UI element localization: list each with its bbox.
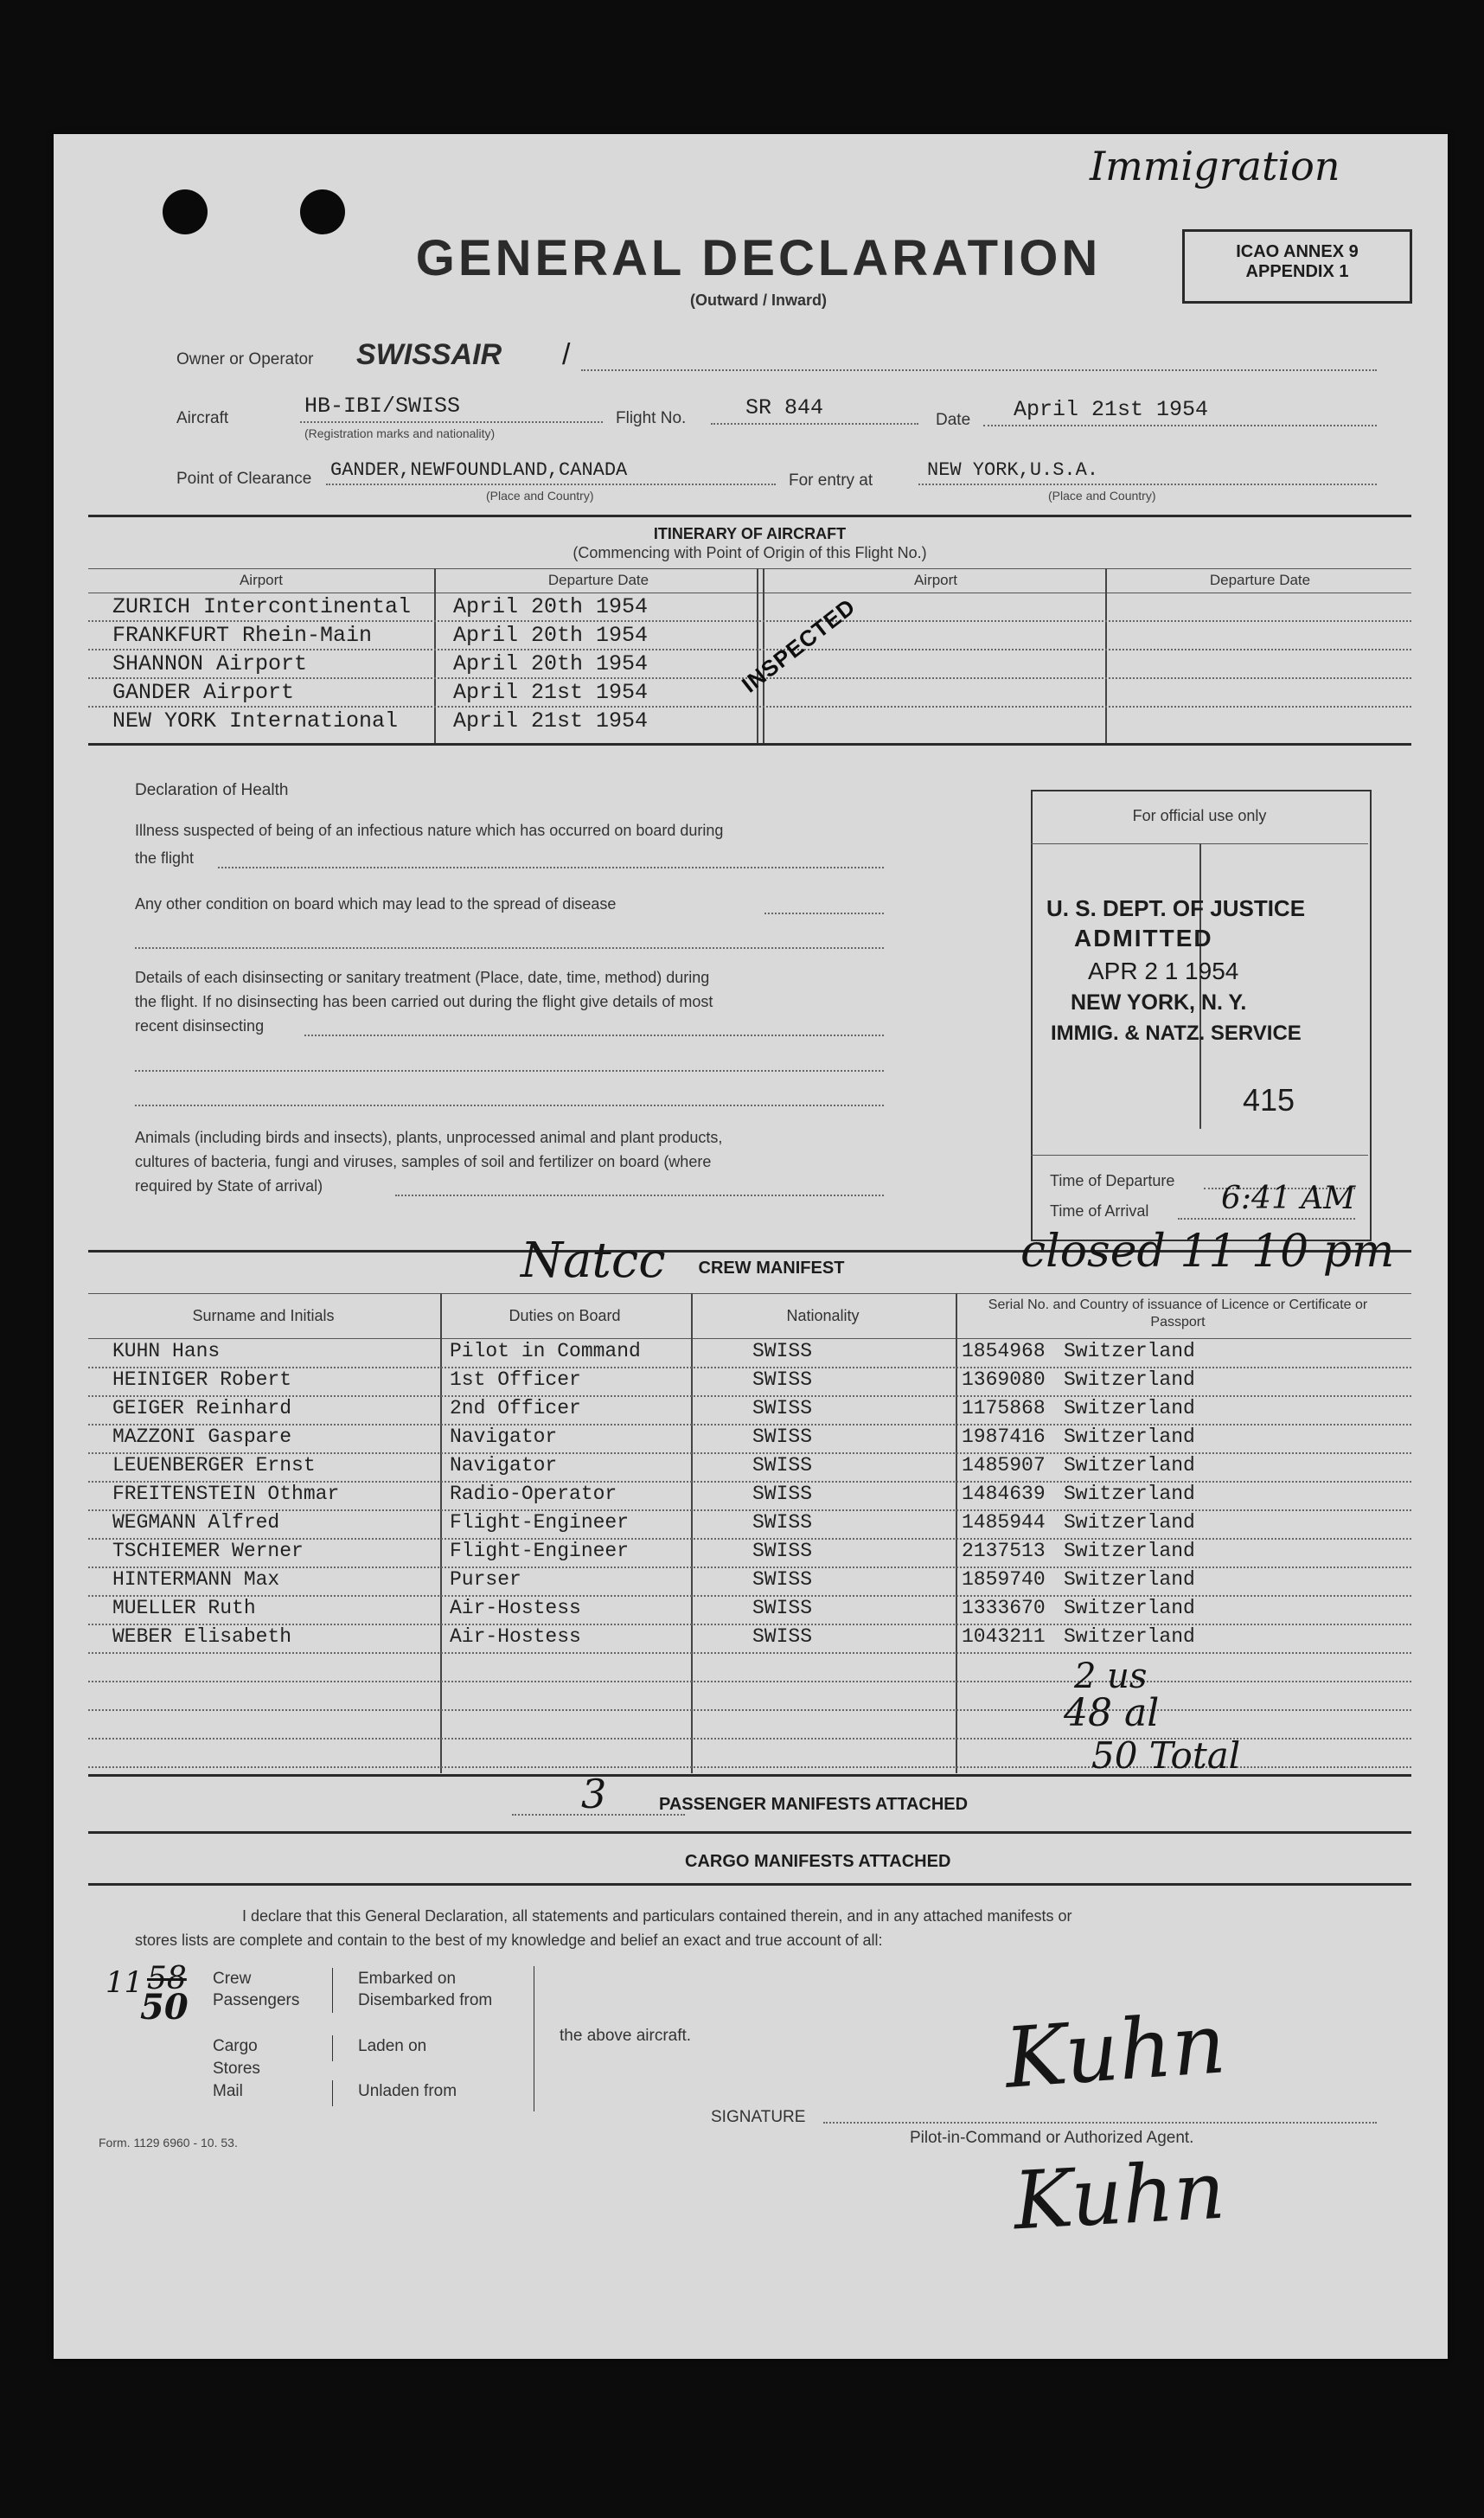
aircraft-line <box>300 421 603 423</box>
crew-name: WEBER Elisabeth <box>112 1625 292 1648</box>
crew-name: HEINIGER Robert <box>112 1368 292 1391</box>
crew-serial: 1859740 <box>962 1568 1046 1591</box>
crew-country: Switzerland <box>1064 1511 1195 1534</box>
health-q3-answer <box>304 1035 884 1036</box>
crew-col-divider-1 <box>440 1293 442 1773</box>
crew-name: TSCHIEMER Werner <box>112 1540 304 1562</box>
date-value: April 21st 1954 <box>1014 397 1209 422</box>
crew-duty: 1st Officer <box>450 1368 581 1391</box>
crew-col-divider-3 <box>956 1293 957 1773</box>
crew-duty: Air-Hostess <box>450 1625 581 1648</box>
manifests-rule <box>88 1831 1411 1834</box>
crew-duty: Flight-Engineer <box>450 1540 630 1562</box>
crew-nationality: SWISS <box>752 1454 813 1477</box>
clearance-label: Point of Clearance <box>176 470 312 488</box>
items-brace-2 <box>332 2035 333 2061</box>
crew-bottom-rule <box>88 1774 1411 1777</box>
aircraft-note: (Registration marks and nationality) <box>304 426 496 440</box>
crew-name: WEGMANN Alfred <box>112 1511 280 1534</box>
item-embarked: Embarked on <box>358 1970 457 1988</box>
annex-line-2: APPENDIX 1 <box>1245 262 1349 281</box>
crew-title: CREW MANIFEST <box>698 1259 845 1278</box>
crew-header-serial: Serial No. and Country of issuance of Licence or Certificate or Passport <box>988 1297 1368 1329</box>
crew-row-rule <box>88 1624 1411 1625</box>
health-q2: Any other condition on board which may lead to the spread of disease <box>135 895 617 913</box>
itinerary-date-2: April 20th 1954 <box>453 623 649 648</box>
signature-role: Pilot-in-Command or Authorized Agent. <box>910 2129 1194 2147</box>
stamp-city: NEW YORK, N. Y. <box>1071 990 1247 1015</box>
crew-row-rule <box>88 1652 1411 1654</box>
declaration-text-2: stores lists are complete and contain to the best of my knowledge and belief an exact and true account of all: <box>135 1932 883 1949</box>
owner-value: SWISSAIR <box>356 338 502 371</box>
crew-country: Switzerland <box>1064 1540 1195 1562</box>
above-aircraft: the above aircraft. <box>560 2027 692 2045</box>
itinerary-header-top <box>88 568 1411 569</box>
crew-name: MUELLER Ruth <box>112 1597 256 1619</box>
health-q3-line3: recent disinsecting <box>135 1017 265 1035</box>
arrival-time-label: Time of Arrival <box>1050 1202 1149 1220</box>
crew-handnote-left: Natcc <box>521 1233 666 1289</box>
items-brace-1 <box>332 1968 333 2013</box>
health-q3-line2: the flight. If no disinsecting has been carried out during the flight give details of most <box>135 993 713 1010</box>
stamp-dept: U. S. DEPT. OF JUSTICE <box>1046 895 1306 921</box>
owner-label: Owner or Operator <box>176 350 314 368</box>
health-title: Declaration of Health <box>135 781 289 799</box>
crew-count: 11 <box>106 1965 144 2000</box>
crew-row-rule <box>88 1538 1411 1540</box>
crew-country: Switzerland <box>1064 1625 1195 1648</box>
crew-serial: 1369080 <box>962 1368 1046 1391</box>
itinerary-col-divider-1 <box>434 568 436 743</box>
item-laden: Laden on <box>358 2037 427 2055</box>
entry-note: (Place and Country) <box>1048 489 1156 503</box>
crew-name: MAZZONI Gaspare <box>112 1426 292 1448</box>
health-q1-answer <box>218 867 884 868</box>
health-q2-answer-2 <box>135 947 884 949</box>
inspected-stamp: INSPECTED <box>737 593 860 698</box>
crew-row-rule <box>88 1509 1411 1511</box>
itinerary-date-1: April 20th 1954 <box>453 594 649 619</box>
health-q4-line2: cultures of bacteria, fungi and viruses, samples of soil and fertilizer on board (where <box>135 1153 712 1170</box>
itinerary-airport-3: SHANNON Airport <box>112 651 308 676</box>
page-subtitle: (Outward / Inward) <box>689 292 827 309</box>
crew-row-rule <box>88 1395 1411 1397</box>
punch-hole-right <box>300 189 345 234</box>
crew-col-divider-2 <box>691 1293 693 1773</box>
crew-nationality: SWISS <box>752 1340 813 1362</box>
health-q2-answer <box>764 913 884 914</box>
flight-line <box>711 423 918 425</box>
itinerary-rule-4 <box>88 706 1411 708</box>
crew-nationality: SWISS <box>752 1368 813 1391</box>
crew-duty: Air-Hostess <box>450 1597 581 1619</box>
annex-line-1: ICAO ANNEX 9 <box>1236 242 1359 261</box>
declaration-text-1: I declare that this General Declaration, all statements and particulars contained therein, and in any attached manifests or <box>242 1907 1072 1925</box>
crew-country: Switzerland <box>1064 1597 1195 1619</box>
crew-nationality: SWISS <box>752 1625 813 1648</box>
itinerary-date-5: April 21st 1954 <box>453 708 649 734</box>
punch-hole-left <box>163 189 208 234</box>
crew-nationality: SWISS <box>752 1597 813 1619</box>
handwritten-immigration: Immigration <box>1090 143 1340 189</box>
itinerary-airport-5: NEW YORK International <box>112 708 399 734</box>
itinerary-header-airport-1: Airport <box>239 572 284 588</box>
crew-duty: Navigator <box>450 1454 558 1477</box>
crew-name: GEIGER Reinhard <box>112 1397 292 1419</box>
signature-line <box>823 2122 1377 2124</box>
entry-line <box>918 484 1377 485</box>
crew-row-rule <box>88 1681 1411 1682</box>
crew-header-name: Surname and Initials <box>192 1307 335 1324</box>
stamp-admitted: ADMITTED <box>1074 925 1213 951</box>
stamp-date: APR 2 1 1954 <box>1088 958 1239 984</box>
crew-serial: 1485944 <box>962 1511 1046 1534</box>
item-stores: Stores <box>213 2060 260 2078</box>
health-q3-answer-3 <box>135 1105 884 1106</box>
itinerary-title: ITINERARY OF AIRCRAFT <box>653 525 847 542</box>
crew-row-rule <box>88 1481 1411 1483</box>
crew-country: Switzerland <box>1064 1483 1195 1505</box>
crew-country: Switzerland <box>1064 1568 1195 1591</box>
crew-row-rule <box>88 1709 1411 1711</box>
flight-label: Flight No. <box>616 409 687 427</box>
item-mail: Mail <box>213 2082 243 2100</box>
health-q4-line1: Animals (including birds and insects), plants, unprocessed animal and plant products, <box>135 1129 723 1146</box>
stamp-service: IMMIG. & NATZ. SERVICE <box>1051 1022 1302 1045</box>
items-brace-3 <box>332 2080 333 2106</box>
item-disembarked: Disembarked from <box>358 1991 493 2009</box>
health-q4-answer <box>395 1195 884 1196</box>
official-divider <box>1199 843 1201 1129</box>
crew-row-rule <box>88 1595 1411 1597</box>
crew-nationality: SWISS <box>752 1511 813 1534</box>
crew-nationality: SWISS <box>752 1397 813 1419</box>
crew-header-nationality: Nationality <box>786 1307 860 1324</box>
second-signature: Kuhn <box>1011 2143 1228 2248</box>
crew-duty: Navigator <box>450 1426 558 1448</box>
itinerary-top-rule <box>88 515 1411 517</box>
health-q3-answer-2 <box>135 1070 884 1072</box>
itinerary-bottom-rule <box>88 743 1411 746</box>
pilot-signature: Kuhn <box>1001 1995 1229 2107</box>
passenger-manifest-count: 3 <box>581 1771 607 1817</box>
itinerary-date-4: April 21st 1954 <box>453 680 649 705</box>
crew-duty: Flight-Engineer <box>450 1511 630 1534</box>
itinerary-header-date-1: Departure Date <box>547 572 649 588</box>
crew-serial: 1043211 <box>962 1625 1046 1648</box>
cargo-rule <box>88 1883 1411 1886</box>
crew-name: HINTERMANN Max <box>112 1568 280 1591</box>
passenger-count: 50 <box>140 1987 189 2028</box>
itinerary-header-airport-2: Airport <box>913 572 958 588</box>
crew-serial: 1333670 <box>962 1597 1046 1619</box>
item-passengers: Passengers <box>213 1991 300 2009</box>
itinerary-col-divider-4 <box>1105 568 1107 743</box>
crew-nationality: SWISS <box>752 1483 813 1505</box>
itinerary-col-divider-2 <box>757 568 758 743</box>
crew-duty: Purser <box>450 1568 521 1591</box>
tally-total: 50 Total <box>1091 1734 1241 1777</box>
crew-serial: 1484639 <box>962 1483 1046 1505</box>
aircraft-value: HB-IBI/SWISS <box>304 394 461 419</box>
health-q3-line1: Details of each disinsecting or sanitary treatment (Place, date, time, method) during <box>135 969 710 986</box>
crew-serial: 1987416 <box>962 1426 1046 1448</box>
crew-name: KUHN Hans <box>112 1340 221 1362</box>
crew-nationality: SWISS <box>752 1540 813 1562</box>
crew-country: Switzerland <box>1064 1368 1195 1391</box>
crew-header-bottom <box>88 1338 1411 1339</box>
crew-nationality: SWISS <box>752 1568 813 1591</box>
crew-header-duty: Duties on Board <box>509 1307 621 1324</box>
date-label: Date <box>936 411 971 429</box>
itinerary-date-3: April 20th 1954 <box>453 651 649 676</box>
item-crew: Crew <box>213 1970 252 1988</box>
crew-duty: Radio-Operator <box>450 1483 617 1505</box>
itinerary-header-date-2: Departure Date <box>1209 572 1311 588</box>
arrival-time-line <box>1178 1218 1355 1220</box>
health-q1-line1: Illness suspected of being of an infectious nature which has occurred on board during <box>135 822 724 839</box>
crew-country: Switzerland <box>1064 1454 1195 1477</box>
aircraft-label: Aircraft <box>176 409 229 427</box>
form-number: Form. 1129 6960 - 10. 53. <box>99 2136 238 2150</box>
crew-serial: 2137513 <box>962 1540 1046 1562</box>
health-q4-line3: required by State of arrival) <box>135 1177 323 1195</box>
date-line <box>983 425 1377 426</box>
health-q1-line2: the flight <box>135 849 195 867</box>
crew-serial: 1854968 <box>962 1340 1046 1362</box>
itinerary-airport-2: FRANKFURT Rhein-Main <box>112 623 373 648</box>
departure-time-label: Time of Departure <box>1050 1172 1175 1189</box>
signature-label: SIGNATURE <box>711 2108 806 2126</box>
clearance-value: GANDER,NEWFOUNDLAND,CANADA <box>330 459 628 481</box>
arrival-time-value: 6:41 AM <box>1221 1181 1356 1216</box>
crew-handnote-right: closed 11 10 pm <box>1020 1226 1395 1278</box>
crew-row-rule <box>88 1424 1411 1426</box>
entry-label: For entry at <box>789 471 873 490</box>
crew-country: Switzerland <box>1064 1397 1195 1419</box>
declaration-form <box>54 134 1448 2359</box>
flight-value: SR 844 <box>745 395 824 420</box>
tally-al: 48 al <box>1064 1691 1160 1735</box>
crew-nationality: SWISS <box>752 1426 813 1448</box>
official-title: For official use only <box>1132 807 1267 824</box>
crew-name: LEUENBERGER Ernst <box>112 1454 316 1477</box>
stamp-number: 415 <box>1243 1082 1295 1118</box>
owner-line <box>581 369 1377 371</box>
itinerary-rule-1 <box>88 620 1411 622</box>
crew-header-top <box>88 1293 1411 1294</box>
tally-us: 2 us <box>1074 1656 1148 1696</box>
owner-slash: / <box>562 338 571 371</box>
crew-country: Switzerland <box>1064 1426 1195 1448</box>
official-times-rule <box>1031 1155 1368 1156</box>
crew-row-rule <box>88 1452 1411 1454</box>
entry-value: NEW YORK,U.S.A. <box>927 459 1099 481</box>
item-cargo: Cargo <box>213 2037 258 2055</box>
itinerary-rule-2 <box>88 649 1411 650</box>
crew-duty: 2nd Officer <box>450 1397 581 1419</box>
cargo-manifest-label: CARGO MANIFESTS ATTACHED <box>685 1852 951 1871</box>
passenger-manifest-label: PASSENGER MANIFESTS ATTACHED <box>659 1795 969 1814</box>
itinerary-airport-4: GANDER Airport <box>112 680 295 705</box>
crew-country: Switzerland <box>1064 1340 1195 1362</box>
itinerary-subtitle: (Commencing with Point of Origin of this Flight No.) <box>572 544 927 561</box>
annex-box <box>1182 229 1412 304</box>
item-unladen: Unladen from <box>358 2082 457 2100</box>
crew-serial: 1485907 <box>962 1454 1046 1477</box>
page-title: GENERAL DECLARATION <box>415 230 1102 286</box>
crew-row-rule <box>88 1567 1411 1568</box>
crew-name: FREITENSTEIN Othmar <box>112 1483 340 1505</box>
clearance-note: (Place and Country) <box>486 489 594 503</box>
crossed-count: 58 <box>147 1961 187 1996</box>
clearance-line <box>326 484 776 485</box>
crew-row-rule <box>88 1367 1411 1368</box>
itinerary-airport-1: ZURICH Intercontinental <box>112 594 412 619</box>
crew-duty: Pilot in Command <box>450 1340 641 1362</box>
crew-serial: 1175868 <box>962 1397 1046 1419</box>
